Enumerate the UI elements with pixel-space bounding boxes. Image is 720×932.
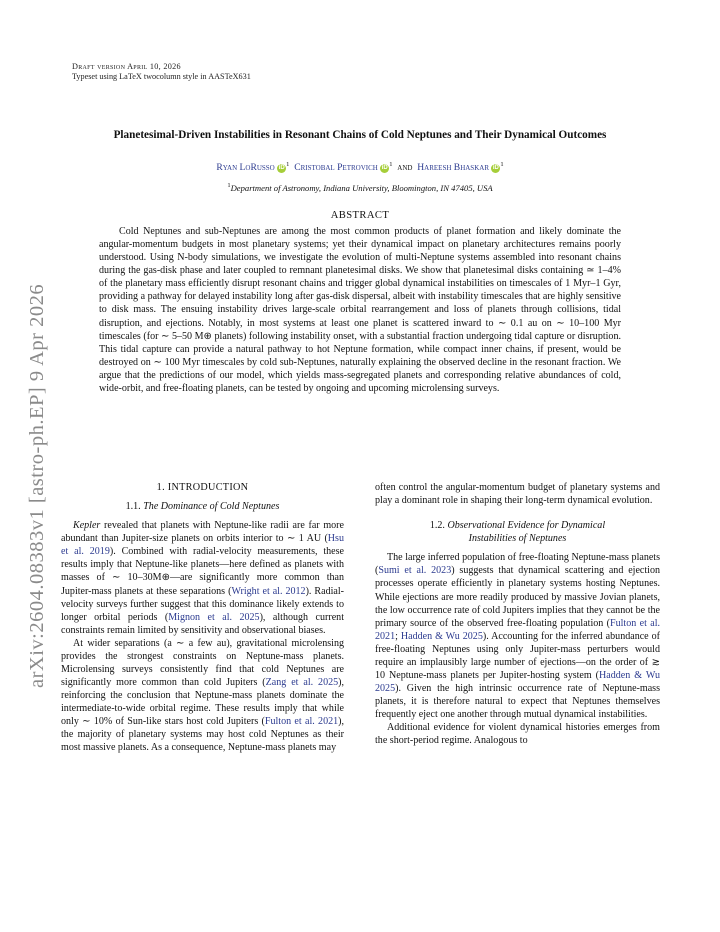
subsection-title: Instabilities of Neptunes	[468, 533, 567, 545]
citation-link[interactable]: Fulton et al. 2021	[375, 617, 660, 642]
left-column	[61, 481, 344, 755]
affiliation-mark: 1	[500, 161, 504, 168]
text-run: ), the majority of planetary systems may host cold Neptunes as their most massive planets. As a consequence, Neptune-mass planets may	[61, 716, 344, 754]
author-name[interactable]: Cristobal Petrovich	[294, 162, 378, 173]
typeset-line: Typeset using LaTeX twocolumn style in AASTeX631	[72, 72, 251, 81]
paragraph: Additional evidence for violent dynamical histories emerges from the short-period regime. Analogous to	[375, 722, 660, 747]
paragraph	[61, 637, 344, 755]
paragraph	[61, 519, 344, 637]
affiliation-mark: 1	[227, 182, 231, 189]
text-run: ). Radial-velocity surveys further suggest that this dominance likely extends to longer orbital periods (	[61, 585, 344, 623]
author-name[interactable]: Ryan LoRusso	[216, 162, 275, 173]
text-run: ). Given the high intrinsic occurrence rate of Neptune-mass planets, it is therefore natural to expect that Neptunes themselves frequently eject one another through mutual dynamical instabilities.	[375, 683, 660, 721]
kepler-word: Kepler	[73, 520, 101, 532]
citation-link[interactable]: Sumi et al. 2023	[378, 565, 452, 577]
citation-link[interactable]: Hsu et al. 2019	[61, 533, 344, 558]
arxiv-identifier[interactable]: arXiv:2604.08383v1 [astro-ph.EP] 9 Apr 2026	[26, 283, 48, 688]
and-word: and	[397, 162, 413, 173]
subsection-number: 1.2.	[429, 520, 445, 532]
orcid-icon[interactable]: iD	[492, 165, 499, 171]
text-run: revealed that planets with Neptune-like radii are far more abundant than Jupiter-size planets on orbits interior to ∼ 1 AU (	[61, 520, 344, 545]
text-run: ) suggests that dynamical scattering and ejection processes operate efficiently in planetary systems hosting Neptunes. While ejections are more readily produced by massive Jovian planets, the low occurrence rate of cold Jupiters implies that they cannot be the primary source of the observed free-floating population (	[375, 565, 660, 629]
author-list	[70, 161, 650, 173]
affiliation	[70, 182, 650, 193]
subsection-title: Observational Evidence for Dynamical	[447, 520, 606, 532]
abstract-text: Cold Neptunes and sub-Neptunes are among the most common products of planet formation and likely dominate the angular-momentum budgets in most planetary systems; yet their dynamical impact on planetary architectures remains poorly understood. Using N-body simulations, we investigate the evolution of multi-Neptune systems assembled into resonant chains during the gas-disk phase and later coupled to remnant planetesimal disks. We show that planetesimal disks containing ≃ 1–4% of the planetary mass efficiently disrupt resonant chains and trigger global dynamical instabilities on timescales of 1 Myr–1 Gyr, providing a pathway for delayed instability long after gas-disk dispersal, albeit with instability timescales that are highly sensitive to disk mass. The ensuing instability drives large-scale orbital rearrangement and loss of planets through collisions, tidal disruption, and ejections. Notably, in most systems at least one planet is scattered inward to ∼ 0.1 au on ∼ 10–100 Myr timescales (for ∼ 5–50 M⊕ planets) following instability onset, with a substantial fraction undergoing tidal capture or disruption. This tidal capture can provide a natural pathway to hot Neptune formation, while compact inner chains, if present, would be destroyed on ∼ 100 Myr timescales by cold sub-Neptunes, naturally explaining the observed decline in the resonant fraction. We argue that the predictions of our model, which yields mass-segregated planets and corresponding relative abundances of cold, wide-orbit, and free-floating planets, can be tested by ongoing and upcoming microlensing surveys.	[99, 226, 621, 394]
subsection-number: 1.1.	[125, 501, 141, 513]
text-run: At wider separations (a ∼ a few au), gravitational microlensing provides the strongest constraints on Neptune-mass planets. Microlensing surveys consistently find that cold Neptunes are significantly more common than cold Jupiters (	[61, 637, 344, 689]
text-run: The large inferred population of free-floating Neptune-mass planets (	[375, 552, 660, 577]
affiliation-text: Department of Astronomy, Indiana University, Bloomington, IN 47405, USA	[230, 183, 493, 193]
citation-link[interactable]: Hadden & Wu 2025	[400, 630, 483, 642]
subsection-title: The Dominance of Cold Neptunes	[143, 501, 280, 513]
affiliation-mark: 1	[286, 161, 290, 168]
section-heading: 1. INTRODUCTION	[156, 482, 249, 493]
citation-link[interactable]: Mignon et al. 2025	[168, 611, 260, 623]
draft-version-line: Draft version April 10, 2026	[72, 62, 181, 71]
citation-link[interactable]: Fulton et al. 2021	[264, 716, 339, 728]
right-column	[375, 481, 660, 747]
paragraph	[375, 551, 660, 721]
paragraph: often control the angular-momentum budget of planetary systems and play a dominant role in shaping their long-term dynamical evolution.	[375, 482, 660, 507]
text-run: ), although current constraints remain limited by sensitivity and observational biases.	[61, 611, 344, 636]
citation-link[interactable]: Hadden & Wu 2025	[375, 670, 660, 695]
paper-title: Planetesimal-Driven Instabilities in Resonant Chains of Cold Neptunes and Their Dynamical Outcomes	[113, 129, 607, 141]
orcid-icon[interactable]: iD	[381, 165, 388, 171]
text-run: ). Accounting for the inferred abundance of free-floating Neptunes using only Jupiter-mass perturbers would require an implausibly large number of ejections—on the order of ≳ 10 Neptune-mass planets per Jupiter-hosting system (	[375, 630, 660, 682]
subsection-heading	[61, 500, 344, 513]
subsection-heading	[375, 519, 660, 545]
abstract-body	[99, 225, 621, 395]
orcid-icon[interactable]: iD	[278, 165, 285, 171]
citation-link[interactable]: Wright et al. 2012	[231, 585, 306, 597]
text-run: ;	[395, 630, 401, 642]
author-name[interactable]: Hareesh Bhaskar	[417, 162, 489, 173]
text-run: ), reinforcing the conclusion that Neptune-mass planets dominate the intermediate-to-wide orbital regime. These results imply that while only ∼ 10% of Sun-like stars host cold Jupiters (	[61, 677, 344, 728]
draft-header	[72, 62, 251, 82]
citation-link[interactable]: Zang et al. 2025	[265, 677, 339, 689]
text-run: ). Combined with radial-velocity measurements, these results imply that Neptune-like planets—here defined as planets with masses of ∼ 10–30M⊕—are significantly more common than Jupiter-mass planets at these separations (	[61, 546, 344, 597]
abstract-heading: ABSTRACT	[330, 210, 390, 221]
affiliation-mark: 1	[389, 161, 393, 168]
